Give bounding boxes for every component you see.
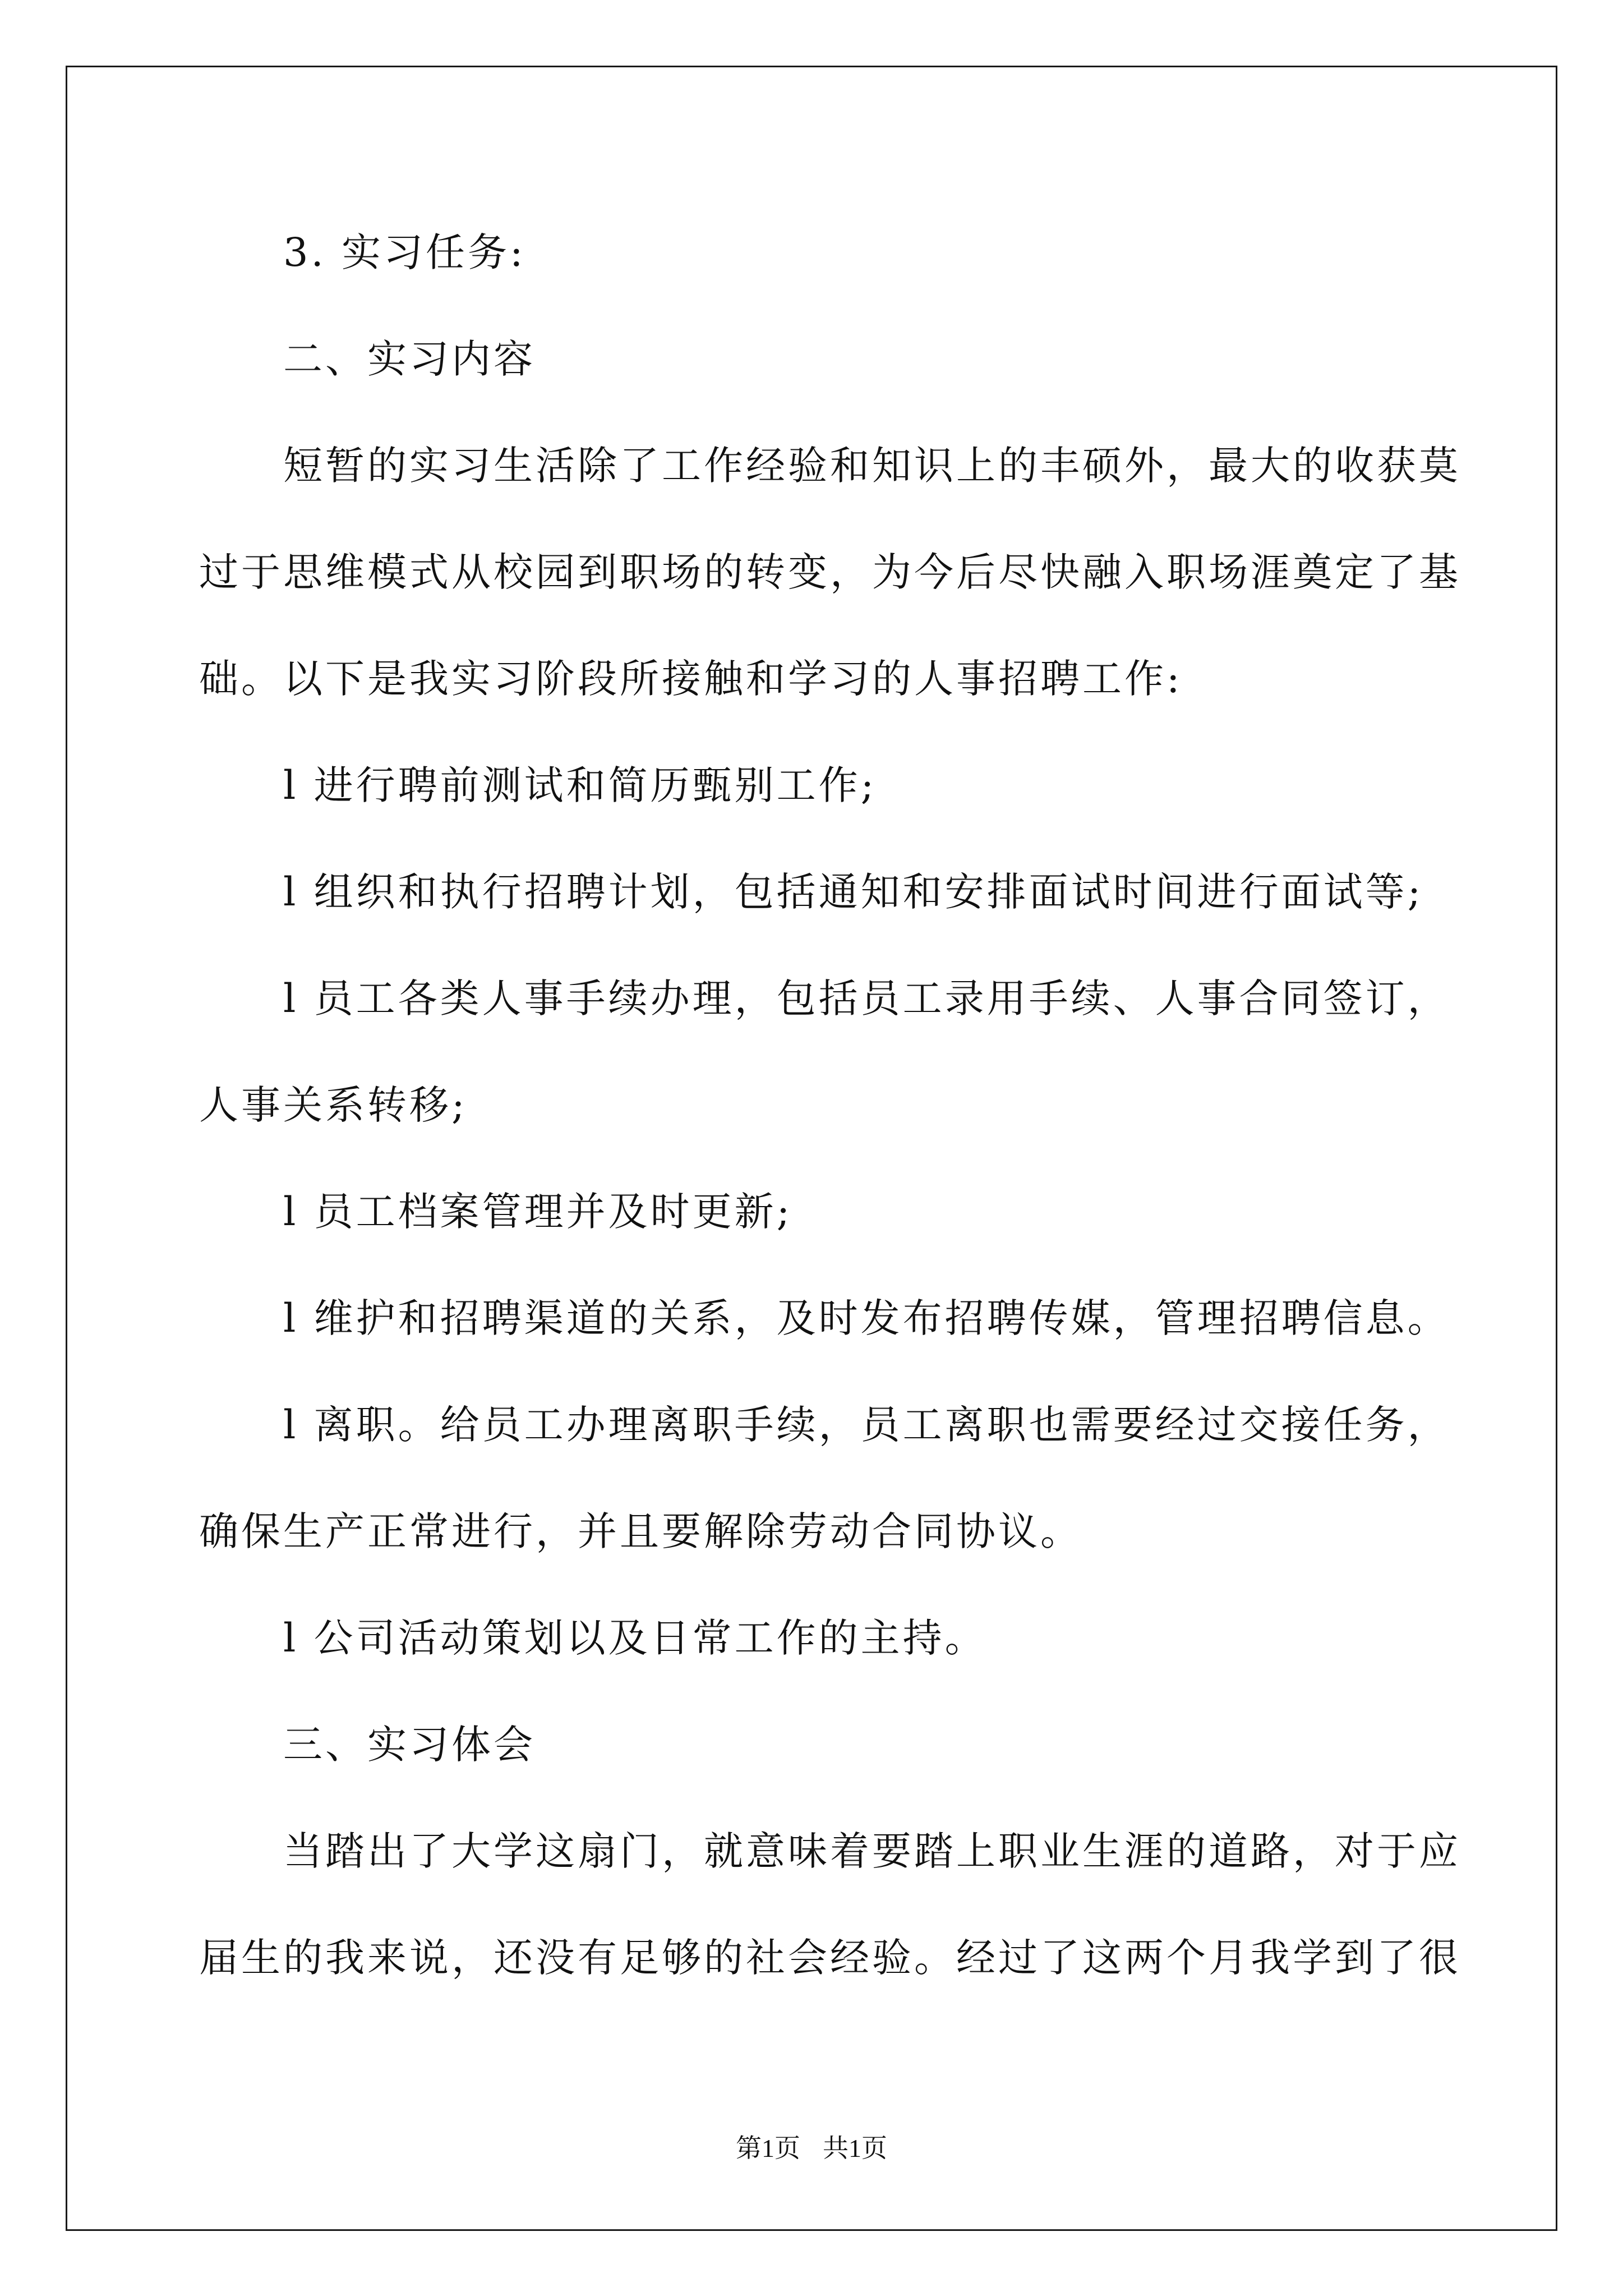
list-item: l 进行聘前测试和简历甄别工作;	[283, 762, 877, 808]
list-item: l 员工档案管理并及时更新;	[283, 1189, 793, 1235]
text-line: 人事关系转移;	[199, 1082, 468, 1128]
text-line: 届生的我来说，还没有足够的社会经验。经过了这两个月我学到了很	[199, 1935, 1461, 1981]
page-footer	[0, 2132, 1623, 2165]
page-number: 第1页	[736, 2134, 800, 2162]
list-item: l 员工各类人事手续办理，包括员工录用手续、人事合同签订，	[283, 976, 1450, 1022]
document-body	[199, 199, 1461, 2011]
section-heading: 二、实习内容	[283, 336, 536, 382]
list-item: l 组织和执行招聘计划，包括通知和安排面试时间进行面试等;	[283, 869, 1424, 915]
text-line: 短暂的实习生活除了工作经验和知识上的丰硕外，最大的收获莫	[283, 443, 1461, 489]
list-item: l 公司活动策划以及日常工作的主持。	[283, 1615, 987, 1661]
text-line: 确保生产正常进行，并且要解除劳动合同协议。	[199, 1508, 1082, 1554]
page-total: 共1页	[823, 2134, 887, 2162]
list-item: l 维护和招聘渠道的关系，及时发布招聘传媒，管理招聘信息。	[283, 1295, 1450, 1341]
text-line: 础。以下是我实习阶段所接触和学习的人事招聘工作:	[199, 656, 1183, 702]
text-line: 3. 实习任务:	[283, 229, 526, 275]
list-item: l 离职。给员工办理离职手续，员工离职也需要经过交接任务，	[283, 1402, 1450, 1448]
text-line: 当踏出了大学这扇门，就意味着要踏上职业生涯的道路，对于应	[283, 1828, 1461, 1874]
text-line: 过于思维模式从校园到职场的转变，为今后尽快融入职场涯奠定了基	[199, 549, 1461, 595]
section-heading: 三、实习体会	[283, 1722, 536, 1768]
